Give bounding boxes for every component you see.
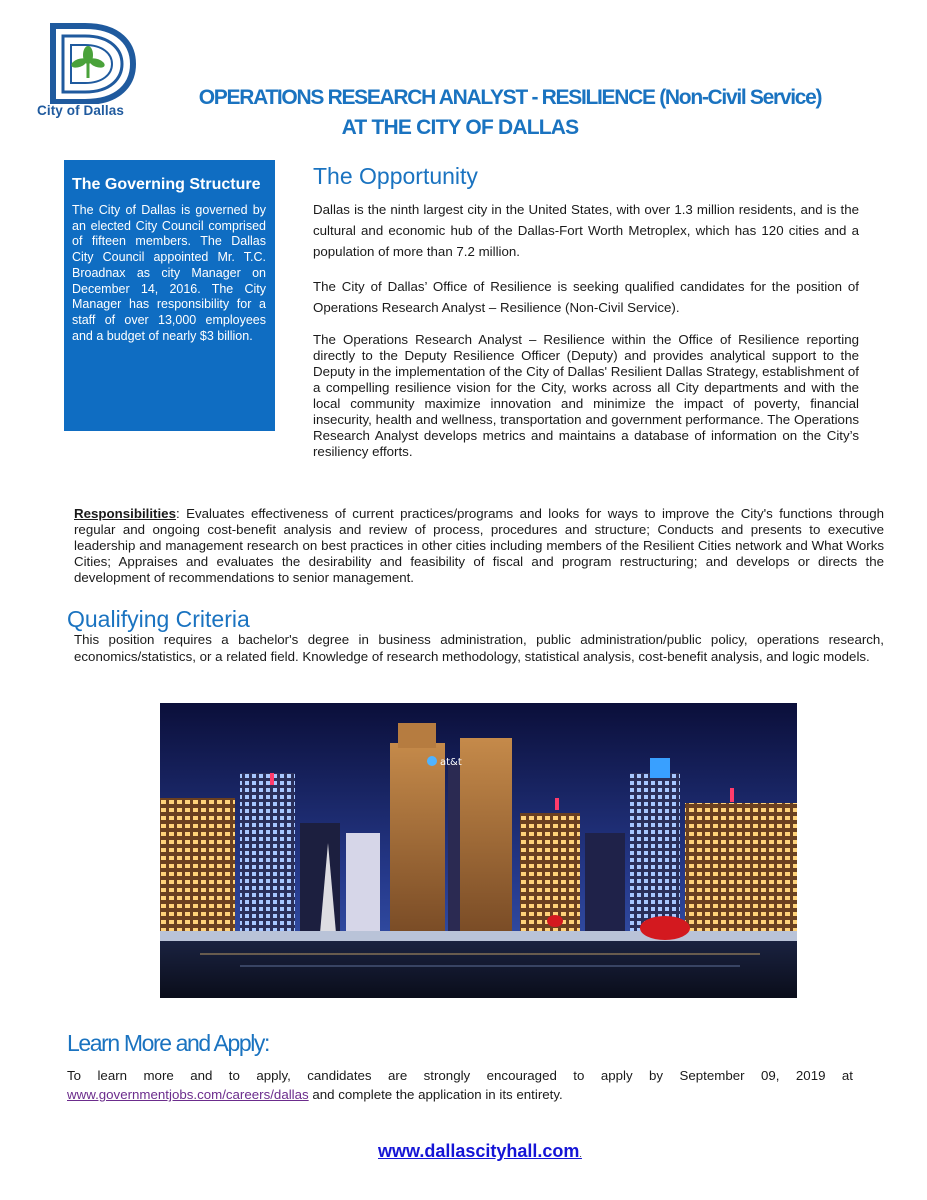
governing-structure-heading: The Governing Structure [72,176,261,193]
learn-more-text-after: and complete the application in its entirety. [308,1087,563,1102]
opportunity-paragraph-2: The City of Dallas’ Office of Resilience is seeking qualified candidates for the position of Operations Research Analyst – Resilience (Non-Civil Service). [313,279,859,315]
responsibilities-text: : Evaluates effectiveness of current practices/programs and looks for ways to improve the City's functions through regular and ongoing cost-benefit analysis and review of process, procedures and structure; Conducts and presents to executive leadership and management research on best practices in other cities including members of the Resilient Cities network and What Works Cities; Appraises and evaluates the desirability and feasibility of fiscal and program restructuring; and develops or directs the development of recommendations to senior management. [74,506,884,585]
governmentjobs-link[interactable]: www.governmentjobs.com/careers/dallas [67,1087,309,1102]
opportunity-paragraph-3: The Operations Research Analyst – Resilience within the Office of Resilience reporting directly to the Deputy Resilience Officer (Deputy) and provides analytical support to the Deputy in the implementation of the City of Dallas' Resilient Dallas Strategy, establishment of a compelling resilience vision for the City, works across all City departments and with the local community maximize innovation and minimize the impact of poverty, financial insecurity, health and wellness, transportation and government performance. The Operations Research Analyst develops metrics and maintains a database of information on the City’s resiliency efforts. [313,332,859,459]
footer [378,1141,582,1162]
responsibilities-label: Responsibilities [74,506,176,521]
opportunity-heading: The Opportunity [313,163,478,189]
opportunity-paragraph-1: Dallas is the ninth largest city in the United States, with over 1.3 million residents, and is the cultural and economic hub of the Dallas-Fort Worth Metroplex, which has 120 cities and a population of more than 7.2 million. [313,202,859,259]
dallascityhall-link[interactable]: www.dallascityhall.com [378,1141,580,1161]
learn-more-text-before: To learn more and to apply, candidates are strongly encouraged to apply by September 09, 2019 at [67,1068,853,1083]
att-sign-text: at&t [440,757,462,768]
governing-structure-text: The City of Dallas is governed by an elected City Council comprised of fifteen members. The Dallas City Council appointed Mr. T.C. Broadnax as city Manager on December 14, 2016. The City Manager has responsibility for a staff of over 13,000 employees and a budget of nearly $3 billion. [72,203,266,343]
dallas-skyline-photo [160,703,797,998]
qualifying-text: This position requires a bachelor's degree in business administration, public administration/public policy, operations research, economics/statistics, or a related field. Knowledge of research methodology, statistical analysis, cost-benefit analysis, and logic models. [74,632,884,664]
responsibilities-paragraph [74,506,884,586]
learn-more-text [67,1066,853,1104]
page-title: OPERATIONS RESEARCH ANALYST - RESILIENCE (Non-Civil Service) [198,86,822,109]
learn-more-heading: Learn More and Apply: [67,1030,270,1056]
governing-structure-box [64,160,275,431]
page-subtitle: AT THE CITY OF DALLAS [341,116,579,139]
footer-period: . [579,1149,582,1159]
logo-text: City of Dallas [37,103,124,118]
qualifying-heading: Qualifying Criteria [67,606,250,632]
